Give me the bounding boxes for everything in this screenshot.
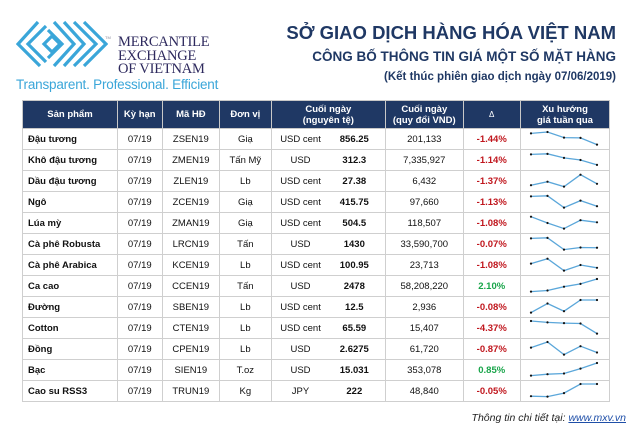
- cell-close-native: [271, 318, 386, 339]
- cell-product: Cao su RSS3: [23, 381, 118, 402]
- trend-sparkline: [521, 360, 609, 380]
- cell-currency: JPY: [291, 385, 310, 397]
- cell-delta: -1.13%: [463, 192, 520, 213]
- cell-close-vnd: 201,133: [386, 129, 463, 150]
- cell-close-vnd: 6,432: [386, 171, 463, 192]
- col-header-close-vnd-line2: (quy đổi VND): [392, 114, 456, 126]
- cell-term: 07/19: [117, 255, 162, 276]
- cell-unit: T.oz: [220, 360, 271, 381]
- trademark-mark: TM: [105, 35, 111, 40]
- cell-currency: USD: [290, 343, 311, 355]
- table-row: [23, 381, 610, 402]
- cell-close-price: 12.5: [345, 301, 364, 313]
- cell-close-native: [271, 171, 386, 192]
- cell-close-price: 856.25: [339, 133, 369, 145]
- cell-term: 07/19: [117, 192, 162, 213]
- table-row: [23, 150, 610, 171]
- cell-close-vnd: 33,590,700: [386, 234, 463, 255]
- cell-product: Cà phê Robusta: [23, 234, 118, 255]
- cell-delta: 0.85%: [463, 360, 520, 381]
- table-row: [23, 255, 610, 276]
- cell-product: Dầu đậu tương: [23, 171, 118, 192]
- cell-term: 07/19: [117, 360, 162, 381]
- cell-close-native: [271, 213, 386, 234]
- cell-term: 07/19: [117, 213, 162, 234]
- cell-delta: -0.87%: [463, 339, 520, 360]
- cell-currency: USD: [290, 238, 311, 250]
- cell-close-price: 100.95: [339, 259, 369, 271]
- cell-trend: [520, 276, 609, 297]
- cell-term: 07/19: [117, 318, 162, 339]
- cell-close-price: 1430: [343, 238, 365, 250]
- cell-currency: USD: [290, 280, 311, 292]
- cell-product: Bạc: [23, 360, 118, 381]
- table-row: [23, 318, 610, 339]
- cell-delta: -1.08%: [463, 213, 520, 234]
- cell-code: KCEN19: [162, 255, 220, 276]
- exchange-name-line-1: MERCANTILE: [118, 34, 210, 50]
- cell-close-price: 2.6275: [339, 343, 369, 355]
- cell-trend: [520, 129, 609, 150]
- col-header-trend-line1: Xu hướng: [542, 103, 588, 115]
- cell-code: ZCEN19: [162, 192, 220, 213]
- cell-currency: USD cent: [280, 322, 321, 334]
- cell-product: Lúa mỳ: [23, 213, 118, 234]
- cell-close-price: 415.75: [339, 196, 369, 208]
- cell-term: 07/19: [117, 129, 162, 150]
- cell-delta: 2.10%: [463, 276, 520, 297]
- table-header-row: [23, 101, 610, 129]
- mxv-logo: [10, 14, 240, 94]
- cell-code: ZSEN19: [162, 129, 220, 150]
- tagline: Transparent. Professional. Efficient: [16, 77, 219, 92]
- cell-delta: -1.37%: [463, 171, 520, 192]
- col-header-delta: Δ: [463, 101, 520, 129]
- cell-close-price: 15.031: [339, 364, 369, 376]
- cell-code: SIEN19: [162, 360, 220, 381]
- cell-currency: USD cent: [280, 259, 321, 271]
- cell-trend: [520, 381, 609, 402]
- cell-product: Đồng: [23, 339, 118, 360]
- cell-trend: [520, 150, 609, 171]
- cell-term: 07/19: [117, 171, 162, 192]
- cell-product: Đường: [23, 297, 118, 318]
- cell-close-native: [271, 255, 386, 276]
- cell-term: 07/19: [117, 381, 162, 402]
- cell-term: 07/19: [117, 150, 162, 171]
- cell-currency: USD cent: [280, 301, 321, 313]
- col-header-close-native: [271, 101, 386, 129]
- cell-trend: [520, 339, 609, 360]
- cell-trend: [520, 318, 609, 339]
- cell-delta: -1.14%: [463, 150, 520, 171]
- cell-close-price: 504.5: [342, 217, 367, 229]
- exchange-name-line-2: EXCHANGE: [118, 47, 197, 64]
- cell-delta: -4.37%: [463, 318, 520, 339]
- cell-close-native: [271, 381, 386, 402]
- cell-product: Khô đậu tương: [23, 150, 118, 171]
- cell-currency: USD cent: [280, 196, 321, 208]
- mxv-logo-icon: [16, 20, 108, 70]
- cell-currency: USD cent: [280, 217, 321, 229]
- cell-currency: USD cent: [280, 175, 321, 187]
- exchange-name-line-3: OF VIETNAM: [118, 61, 205, 77]
- cell-product: Ca cao: [23, 276, 118, 297]
- cell-delta: -0.08%: [463, 297, 520, 318]
- table-body: [23, 129, 610, 402]
- cell-term: 07/19: [117, 276, 162, 297]
- cell-currency: USD: [290, 154, 311, 166]
- cell-close-vnd: 353,078: [386, 360, 463, 381]
- cell-product: Cotton: [23, 318, 118, 339]
- cell-close-native: [271, 192, 386, 213]
- cell-unit: Lb: [220, 255, 271, 276]
- trend-sparkline: [521, 192, 609, 212]
- cell-close-vnd: 97,660: [386, 192, 463, 213]
- trend-sparkline: [521, 297, 609, 317]
- trend-sparkline: [521, 339, 609, 359]
- cell-code: LRCN19: [162, 234, 220, 255]
- cell-close-vnd: 2,936: [386, 297, 463, 318]
- cell-currency: USD cent: [280, 133, 321, 145]
- table-row: [23, 360, 610, 381]
- cell-code: SBEN19: [162, 297, 220, 318]
- cell-code: CTEN19: [162, 318, 220, 339]
- col-header-close-vnd: [386, 101, 463, 129]
- cell-close-vnd: 7,335,927: [386, 150, 463, 171]
- cell-trend: [520, 297, 609, 318]
- page-subtitle: CÔNG BỐ THÔNG TIN GIÁ MỘT SỐ MẶT HÀNG: [312, 49, 616, 64]
- mxv-website-link[interactable]: www.mxv.vn: [568, 412, 626, 424]
- cell-term: 07/19: [117, 339, 162, 360]
- cell-close-vnd: 118,507: [386, 213, 463, 234]
- trend-sparkline: [521, 171, 609, 191]
- cell-trend: [520, 213, 609, 234]
- cell-close-native: [271, 276, 386, 297]
- table-row: [23, 339, 610, 360]
- footer-note: [472, 412, 626, 424]
- cell-close-price: 2478: [343, 280, 365, 292]
- trend-sparkline: [521, 381, 609, 401]
- cell-unit: Giạ: [220, 213, 271, 234]
- cell-unit: Kg: [220, 381, 271, 402]
- cell-trend: [520, 171, 609, 192]
- trend-sparkline: [521, 318, 609, 338]
- cell-currency: USD: [290, 364, 311, 376]
- col-header-product: Sản phẩm: [23, 101, 118, 129]
- trend-sparkline: [521, 150, 609, 170]
- cell-code: ZMAN19: [162, 213, 220, 234]
- col-header-close-native-line1: Cuối ngày: [305, 103, 352, 115]
- cell-close-price: 312.3: [342, 154, 367, 166]
- col-header-term: Kỳ hạn: [117, 101, 162, 129]
- cell-product: Ngô: [23, 192, 118, 213]
- cell-product: Đậu tương: [23, 129, 118, 150]
- cell-product: Cà phê Arabica: [23, 255, 118, 276]
- trend-sparkline: [521, 234, 609, 254]
- cell-close-native: [271, 297, 386, 318]
- cell-unit: Tấn: [220, 234, 271, 255]
- cell-close-vnd: 48,840: [386, 381, 463, 402]
- cell-close-native: [271, 360, 386, 381]
- col-header-unit: Đơn vị: [220, 101, 271, 129]
- cell-trend: [520, 234, 609, 255]
- session-date-note: (Kết thúc phiên giao dịch ngày 07/06/2019): [384, 71, 616, 83]
- cell-delta: -0.05%: [463, 381, 520, 402]
- exchange-name: [118, 36, 209, 77]
- cell-trend: [520, 360, 609, 381]
- cell-code: CCEN19: [162, 276, 220, 297]
- cell-unit: Lb: [220, 339, 271, 360]
- cell-unit: Giạ: [220, 192, 271, 213]
- col-header-trend: [520, 101, 609, 129]
- cell-delta: -1.08%: [463, 255, 520, 276]
- trend-sparkline: [521, 276, 609, 296]
- col-header-close-native-line2: (nguyên tệ): [302, 114, 354, 126]
- cell-unit: Tấn Mỹ: [220, 150, 271, 171]
- table-row: [23, 129, 610, 150]
- table-row: [23, 297, 610, 318]
- cell-close-price: 27.38: [342, 175, 367, 187]
- cell-term: 07/19: [117, 297, 162, 318]
- cell-close-vnd: 15,407: [386, 318, 463, 339]
- cell-close-native: [271, 234, 386, 255]
- cell-trend: [520, 255, 609, 276]
- cell-close-price: 222: [346, 385, 363, 397]
- cell-close-native: [271, 339, 386, 360]
- footer-label: Thông tin chi tiết tại:: [471, 412, 569, 424]
- cell-close-native: [271, 129, 386, 150]
- cell-unit: Lb: [220, 318, 271, 339]
- cell-close-vnd: 23,713: [386, 255, 463, 276]
- trend-sparkline: [521, 129, 609, 149]
- table-row: [23, 234, 610, 255]
- cell-unit: Giạ: [220, 129, 271, 150]
- cell-close-native: [271, 150, 386, 171]
- cell-code: CPEN19: [162, 339, 220, 360]
- col-header-trend-line2: giá tuần qua: [537, 114, 593, 126]
- table-row: [23, 213, 610, 234]
- page-title: SỞ GIAO DỊCH HÀNG HÓA VIỆT NAM: [286, 22, 616, 43]
- cell-close-price: 65.59: [342, 322, 367, 334]
- cell-unit: Tấn: [220, 276, 271, 297]
- col-header-code: Mã HĐ: [162, 101, 220, 129]
- cell-code: ZLEN19: [162, 171, 220, 192]
- cell-trend: [520, 192, 609, 213]
- cell-code: ZMEN19: [162, 150, 220, 171]
- trend-sparkline: [521, 213, 609, 233]
- table-row: [23, 276, 610, 297]
- col-header-close-vnd-line1: Cuối ngày: [401, 103, 448, 115]
- cell-delta: -0.07%: [463, 234, 520, 255]
- cell-code: TRUN19: [162, 381, 220, 402]
- trend-sparkline: [521, 255, 609, 275]
- cell-delta: -1.44%: [463, 129, 520, 150]
- table-row: [23, 192, 610, 213]
- cell-close-vnd: 61,720: [386, 339, 463, 360]
- cell-close-vnd: 58,208,220: [386, 276, 463, 297]
- cell-term: 07/19: [117, 234, 162, 255]
- cell-unit: Lb: [220, 171, 271, 192]
- table-row: [23, 171, 610, 192]
- cell-unit: Lb: [220, 297, 271, 318]
- commodity-price-table: [22, 100, 610, 402]
